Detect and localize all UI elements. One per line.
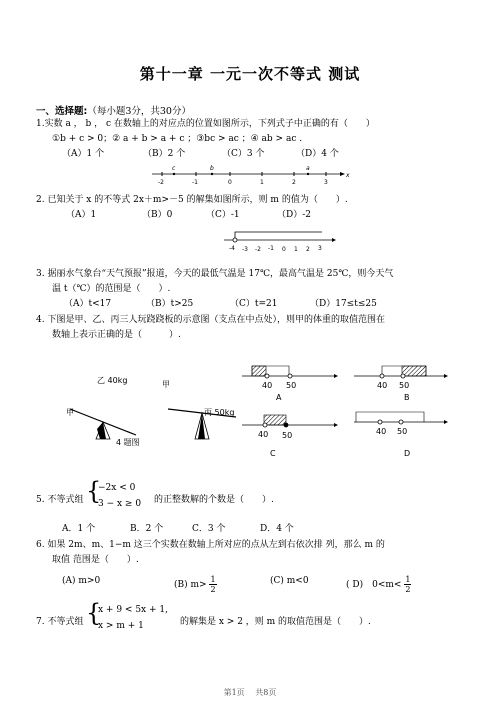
- q1-option-a: （A）1 个: [62, 149, 105, 159]
- q6-option-c: (C) m<0: [270, 576, 309, 586]
- q5-option-a: A．1 个: [62, 524, 96, 534]
- q5-option-b: B．2 个: [130, 524, 164, 534]
- q1-option-d: （D）4 个: [296, 149, 339, 159]
- q5-row2: 3 − x ≥ 0: [98, 499, 142, 509]
- q2-option-a: （A）1: [66, 210, 97, 220]
- q7-suffix: 的解集是 x > 2 ，则 m 的取值范围是（ ）.: [180, 617, 371, 627]
- q1-tick: 0: [228, 179, 232, 186]
- section-label: 一、选择题:: [36, 106, 88, 117]
- q1-tick: -1: [192, 179, 198, 186]
- q2-tick: -2: [255, 246, 261, 253]
- q7-brace: {: [86, 599, 102, 627]
- q1-stem: 1.实数 a ， b ， c 在数轴上的对应点的位置如图所示，下列式子中正确的有（ ）: [36, 119, 375, 129]
- q6-option-d-fraction: $\frac{1}{2}$: [405, 575, 411, 594]
- q6-option-a: (A) m>0: [62, 576, 101, 586]
- svg-text:40: 40: [262, 381, 273, 390]
- q2-tick: -4: [229, 245, 235, 252]
- q6-line1: 6. 如果 2m、m、1−m 这三个实数在数轴上所对应的点从左到右依次排 列，那么 m 的: [36, 540, 385, 550]
- q2-tick: 3: [318, 245, 322, 252]
- q3-line2: 温 t（℃）的范围是（ ）.: [52, 284, 171, 294]
- svg-text:50: 50: [397, 427, 408, 436]
- q4-line2: 数轴上表示正确的是（ ）.: [52, 330, 181, 340]
- q1-option-b: （B）2 个: [143, 149, 186, 159]
- q1-tick: 2: [292, 179, 296, 186]
- q3-line1: 3. 据丽水气象台“天气预报”报道，今天的最低气温是 17℃，最高气温是 25℃，则今天气: [36, 269, 394, 279]
- svg-text:B: B: [404, 393, 410, 402]
- q1-conditions: ①b + c > 0；② a + b > a + c ；③bc > ac ；④ ab > ac .: [52, 134, 303, 144]
- q3-option-d: （D）17≤t≤25: [310, 299, 377, 309]
- q6-option-b-fraction: $\frac{1}{2}$: [210, 575, 216, 594]
- q1-tick: -2: [158, 179, 164, 186]
- svg-text:50: 50: [282, 431, 293, 440]
- q4-line1: 4. 下图是甲、乙、丙三人玩跷跷板的示意图（支点在中点处），则甲的体重的取值范围在: [36, 315, 385, 325]
- q3-option-c: （C）t=21: [230, 299, 278, 309]
- q3-option-a: （A）t<17: [64, 299, 112, 309]
- q5-row1: −2x < 0: [98, 483, 136, 493]
- q4-choice-c-line: [242, 415, 338, 458]
- q2-tick: -1: [268, 245, 274, 252]
- q2-tick: -3: [242, 246, 248, 253]
- q5-option-d: D．4 个: [260, 524, 294, 534]
- q7-row1: x + 9 < 5x + 1,: [98, 605, 168, 615]
- q1-axis-x: x: [346, 172, 350, 179]
- svg-text:D: D: [404, 449, 411, 458]
- page-title: 第十一章 一元一次不等式 测试: [139, 65, 361, 83]
- q2-tick: 2: [306, 246, 310, 253]
- q4-seesaw-diagram: [60, 395, 245, 443]
- q2-stem: 2. 已知关于 x 的不等式 2x＋m>－5 的解集如图所示，则 m 的值为（ ）.: [36, 195, 348, 205]
- q6-line2: 取值 范围是（ ）.: [52, 555, 139, 565]
- q1-tick: 1: [260, 179, 264, 186]
- q4-choice-b-line: [354, 366, 448, 402]
- q1-point-b: b: [210, 165, 214, 172]
- svg-text:A: A: [276, 393, 282, 402]
- q2-option-c: （C）-1: [206, 210, 240, 220]
- q6-option-b: [174, 575, 217, 594]
- q4-label-yi: 乙 40kg: [97, 376, 128, 385]
- q7-prefix: 7. 不等式组: [36, 617, 84, 627]
- q2-number-line: [222, 226, 337, 254]
- q4-answer-number-lines: [238, 350, 478, 460]
- page-footer: 第1页 共8页: [223, 688, 277, 697]
- q2-tick: 0: [282, 246, 286, 253]
- q6-option-b-text: (B) m>: [174, 580, 207, 590]
- q2-tick: 1: [294, 246, 298, 253]
- q3-option-b: （B）t>25: [146, 299, 194, 309]
- q1-tick: 3: [324, 179, 328, 186]
- q5-brace: {: [86, 477, 102, 505]
- q7-row2: x > m + 1: [98, 621, 144, 631]
- svg-text:C: C: [270, 449, 276, 458]
- q1-point-a: a: [306, 165, 310, 172]
- q4-choice-d-line: [354, 412, 448, 458]
- q2-option-b: （B）0: [142, 210, 173, 220]
- q4-figure-caption: 4 题图: [116, 438, 140, 447]
- q5-prefix: 5. 不等式组: [36, 495, 84, 505]
- q4-label-jia-top: 甲: [162, 380, 170, 389]
- q5-option-c: C．3 个: [192, 524, 226, 534]
- section-heading: [36, 103, 191, 117]
- svg-text:50: 50: [286, 381, 297, 390]
- svg-text:40: 40: [377, 381, 388, 390]
- q6-option-d: [346, 575, 411, 594]
- section-note: （每小题3分，共30分）: [87, 106, 191, 117]
- q2-option-d: （D）-2: [277, 210, 311, 220]
- svg-text:40: 40: [376, 427, 387, 436]
- q1-option-c: （C）3 个: [222, 149, 265, 159]
- q5-suffix: 的正整数解的个数是（ ）.: [154, 495, 274, 505]
- q4-choice-a-line: [242, 366, 338, 402]
- q4-label-bing: 丙 50kg: [204, 408, 235, 417]
- q6-option-d-text: ( D) 0<m<: [346, 580, 402, 590]
- svg-text:40: 40: [258, 430, 269, 439]
- q1-number-line: [150, 162, 350, 188]
- q4-label-jia-left: 甲: [66, 408, 74, 417]
- svg-text:50: 50: [399, 381, 410, 390]
- q1-point-c: c: [172, 165, 176, 172]
